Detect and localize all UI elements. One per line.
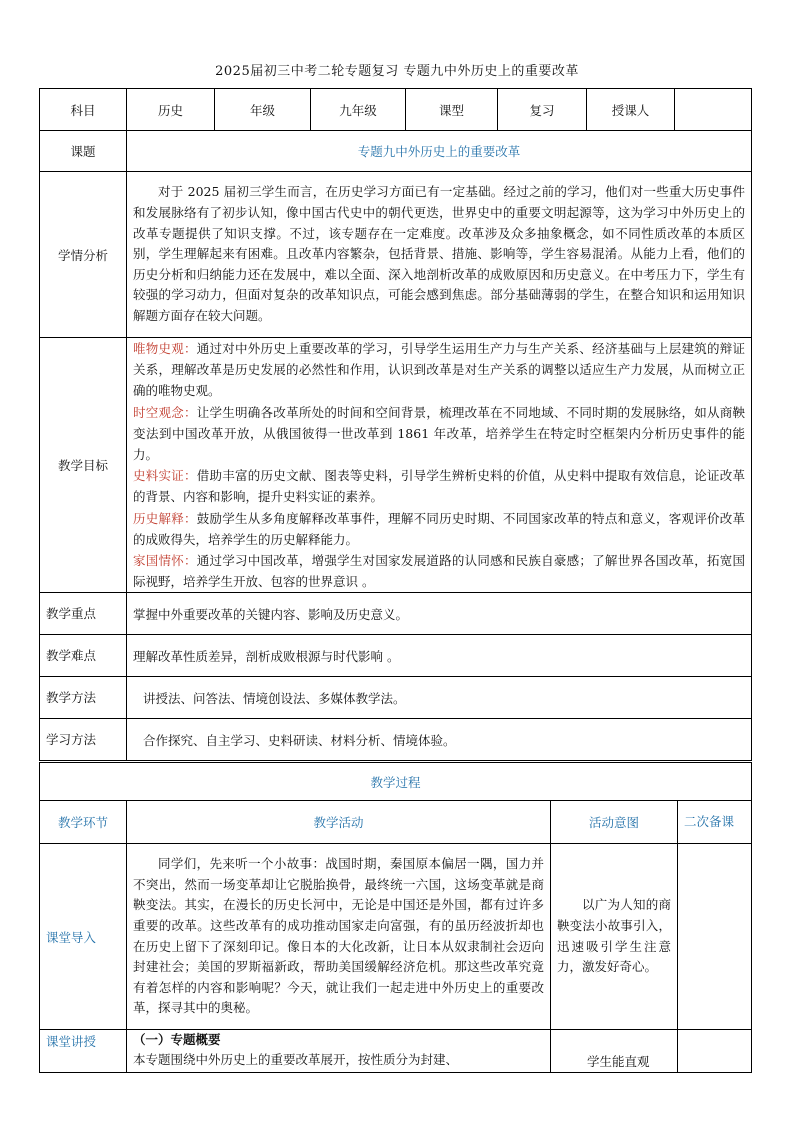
goal-item [133,550,745,592]
topic-label: 课题 [40,131,127,172]
key-points-label: 教学重点 [40,593,127,635]
key-points-value: 掌握中外重要改革的关键内容、影响及历史意义。 [127,593,752,635]
goal-key: 历史解释： [133,510,197,526]
lecture-intent: 学生能直观 [551,1030,678,1073]
lecture-row [40,1030,752,1073]
subject-label: 科目 [40,89,127,131]
study-methods-row [40,719,752,761]
goal-item [133,402,745,466]
teaching-process-table [39,762,752,1073]
goal-text: 借助丰富的历史文献、图表等史料，引导学生辨析史料的价值，从史料中提取有效信息，论证改革的背景、内容和影响，提升史料实证的素养。 [133,468,745,505]
goal-item [133,338,745,402]
lesson-info-table [39,88,752,761]
study-methods-value: 合作探究、自主学习、史料研读、材料分析、情境体验。 [127,719,752,761]
teacher-value [675,89,752,131]
process-title-row [40,763,752,801]
lecture-activity: 本专题围绕中外历史上的重要改革展开，按性质分为封建、 [133,1052,459,1067]
teacher-label: 授课人 [587,89,675,131]
lecture-heading: （一）专题概要 [133,1032,221,1047]
goal-text: 通过对中外历史上重要改革的学习，引导学生运用生产力与生产关系、经济基础与上层建筑的辩证关系，理解改革是历史发展的必然性和作用，认识到改革是对生产关系的调整以适应生产力发展，从而树立正确的唯物史观。 [133,341,745,399]
process-title: 教学过程 [40,763,752,801]
difficulties-label: 教学难点 [40,635,127,677]
document-title: 2025届初三中考二轮专题复习 专题九中外历史上的重要改革 [215,64,579,79]
intro-intent: 以广为人知的商鞅变法小故事引入，迅速吸引学生注意力，激发好奇心。 [557,897,671,975]
activity-header: 教学活动 [127,801,551,844]
intro-activity: 同学们，先来听一个小故事：战国时期，秦国原本偏居一隅，国力并不突出，然而一场变革却让它脱胎换骨，最终统一六国，这场变革就是商鞅变法。其实，在漫长的历史长河中，无论是中国还是外国，都有过许多重要的改革。这些改革有的成功推动国家走向富强，有的虽历经波折却也在历史上留下了深刻印记。像日本的大化改新，让日本从奴隶制社会迈向封建社会；美国的罗斯福新政，帮助美国缓解经济危机。那这些改革究竟有着怎样的内容和影响呢？今天，就让我们一起走进中外历史上的重要改革，探寻其中的奥秘。 [133,856,544,1016]
lecture-second-prep [678,1030,752,1073]
teaching-goals-row [40,338,752,593]
goal-key: 家国情怀： [133,553,197,569]
topic-value: 专题九中外历史上的重要改革 [127,131,752,172]
goal-key: 史料实证： [133,468,197,484]
stage-header: 教学环节 [40,801,127,844]
subject-value: 历史 [127,89,215,131]
lecture-stage: 课堂讲授 [40,1030,127,1073]
goal-text: 通过学习中国改革，增强学生对国家发展道路的认同感和民族自豪感；了解世界各国改革，拓宽国际视野，培养学生开放、包容的世界意识 。 [133,553,745,590]
study-methods-label: 学习方法 [40,719,127,761]
goal-key: 时空观念： [133,404,197,420]
key-points-row [40,593,752,635]
difficulties-value: 理解改革性质差异，剖析成败根源与时代影响 。 [127,635,752,677]
intro-stage: 课堂导入 [40,844,127,1030]
intro-row [40,844,752,1030]
type-value: 复习 [498,89,587,131]
learner-analysis-label: 学情分析 [40,172,127,338]
methods-label: 教学方法 [40,677,127,719]
goal-item [133,465,745,507]
topic-row [40,131,752,172]
type-label: 课型 [406,89,498,131]
goal-key: 唯物史观： [133,341,197,356]
process-header-row [40,801,752,844]
difficulties-row [40,635,752,677]
header-row [40,89,752,131]
goal-text: 鼓励学生从多角度解释改革事件，理解不同历史时期、不同国家改革的特点和意义，客观评价改革的成败得失，培养学生的历史解释能力。 [133,510,745,547]
intent-header: 活动意图 [551,801,678,844]
methods-row [40,677,752,719]
intro-second-prep [678,844,752,1030]
methods-value: 讲授法、问答法、情境创设法、多媒体教学法。 [127,677,752,719]
goal-text: 让学生明确各改革所处的时间和空间背景，梳理改革在不同地域、不同时期的发展脉络，如从商鞅变法到中国改革开放，从俄国彼得一世改革到 1861 年改革，培养学生在特定时空框架内分析历史事件的能力。 [133,404,745,463]
goal-item [133,508,745,550]
teaching-goals-label: 教学目标 [40,338,127,593]
learner-analysis-text: 对于 2025 届初三学生而言，在历史学习方面已有一定基础。经过之前的学习，他们对一些重大历史事件和发展脉络有了初步认知，像中国古代史中的朝代更迭，世界史中的重要文明起源等，这为学习中外历史上的改革专题提供了知识支撑。不过，该专题存在一定难度。改革涉及众多抽象概念，如不同性质改革的本质区别，学生理解起来有困难。且改革内容繁杂，包括背景、措施、影响等，学生容易混淆。从能力上看，他们的历史分析和归纳能力还在发展中，难以全面、深入地剖析改革的成败原因和历史意义。在中考压力下，学生有较强的学习动力，但面对复杂的改革知识点，可能会感到焦虑。部分基础薄弱的学生，在整合知识和运用知识解题方面存在较大问题。 [133,184,745,323]
grade-value: 九年级 [311,89,406,131]
learner-analysis-row [40,172,752,338]
grade-label: 年级 [215,89,311,131]
second-prep-header: 二次备课 [678,801,752,844]
